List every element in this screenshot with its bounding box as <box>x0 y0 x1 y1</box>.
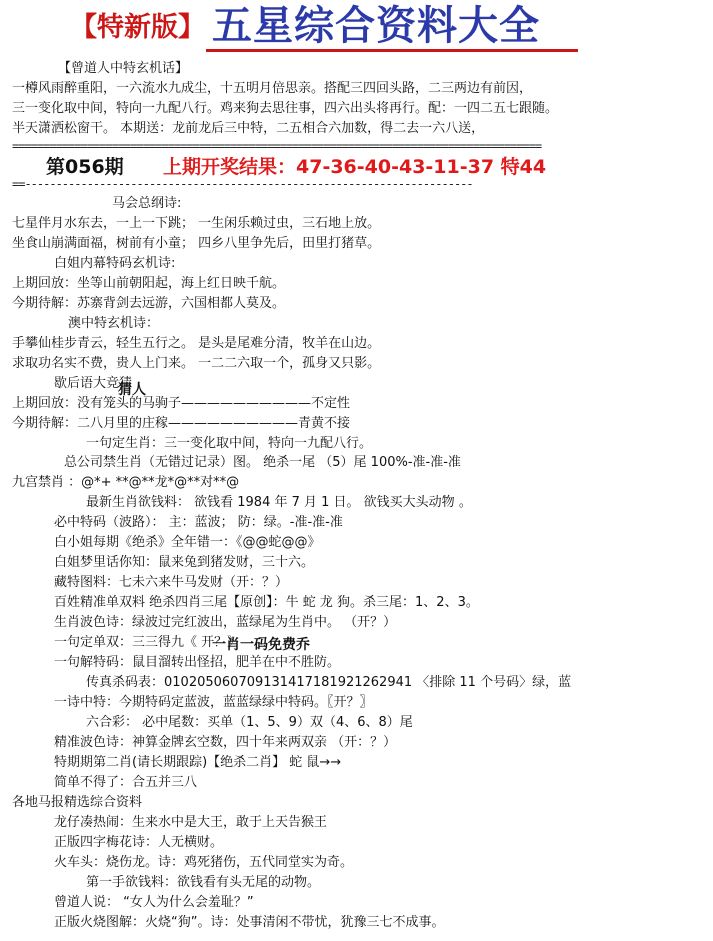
text-line: 白姐梦里话你知：鼠来兔到猪发财，三十六。 <box>54 555 315 570</box>
section-title-xiehouyu: 歇后语大竞猜 <box>54 376 133 391</box>
text-line: 传真杀码表：010205060709131417181921262941 〈排除 11 个号码〉绿，蓝 <box>86 675 572 690</box>
free-code-overlay: 一肖一码免费乔 <box>212 637 310 653</box>
text-line: 简单不得了：合五并三八 <box>54 775 198 790</box>
text-line: 第一手欲钱料：欲钱看有头无尾的动物。 <box>86 875 321 890</box>
page-title: 五星综合资料大全 <box>212 2 540 49</box>
last-draw-result: 上期开奖结果：47-36-40-43-11-37 特44 <box>163 156 547 178</box>
separator-top: ===================================================================================== <box>12 139 542 153</box>
text-line: 精准波色诗：神算金牌玄空数，四十年来两双亲 （开：？） <box>54 735 397 750</box>
text-line: 上期回放：没有笼头的马驹子——————————不定性 <box>12 396 351 411</box>
riddle-overlay: 猜人 <box>118 382 146 398</box>
text-line: 白小姐每期《绝杀》全年错一：《@@蛇@@》 <box>54 535 321 550</box>
text-line: 火车头：烧伤龙。诗：鸡死猪伤，五代同堂实为奇。 <box>54 855 354 870</box>
text-line: 必中特码（波路）： 主：蓝波； 防：绿。-准-准-准 <box>54 515 343 530</box>
text-line: 曾道人说： “女人为什么会羞耻？” <box>54 895 254 910</box>
separator-bottom: ==------------------------------------------------------------------------ <box>12 177 473 191</box>
text-line: 一句定生肖：三一变化取中间，特向一九配八行。 <box>86 436 373 451</box>
text-line: 总公司禁生肖（无错过记录）图。 绝杀一尾 （5）尾 100%-准-准-准 <box>64 455 461 470</box>
section-title-mahui: 马会总纲诗: <box>112 196 182 211</box>
text-line: 生肖波色诗：绿波过完红波出，蓝绿尾为生肖中。 （开？） <box>54 615 397 630</box>
subtitle: 【曾道人中特玄机话】 <box>58 61 189 76</box>
text-line: 正版火烧图解：火烧“狗”。诗：处事清闲不带忧，犹豫三七不成事。 <box>54 915 445 930</box>
edition-label: 【特新版】 <box>70 12 205 43</box>
text-line: 七星伴月水东去，一上一下跳； 一生闲乐赖过虫，三石地上放。 <box>12 216 381 231</box>
text-line: 正版四字梅花诗：人无横财。 <box>54 835 224 850</box>
text-line: 最新生肖欲钱料： 欲钱看 1984 年 7 月 1 日。 欲钱买大头动物 。 <box>86 495 472 510</box>
text-line: 百姓精准单双料 绝杀四肖三尾【原创】：牛 蛇 龙 狗。杀三尾：1、2、3。 <box>54 595 479 610</box>
intro-line-1: 一樽风雨醉重阳，一六流水九成尘，十五明月倍思亲。搭配三四回头路，二三两边有前因， <box>12 81 533 96</box>
issue-number: 第056期 <box>46 156 124 178</box>
section-title-baijie: 白姐内幕特码玄机诗: <box>54 256 176 271</box>
text-line: 今期待解：二八月里的庄稼——————————青黄不接 <box>12 416 351 431</box>
text-line: 九宫禁肖 ：@*+ **@**龙*@**对**@ <box>12 475 240 490</box>
section-title-mabao: 各地马报精选综合资料 <box>12 795 143 810</box>
text-line: 坐食山崩满面福，树前有小童； 四乡八里争先后，田里打猪草。 <box>12 236 381 251</box>
intro-line-2: 三一变化取中间，特向一九配八行。鸡来狗去思往事，四六出头将再行。配：一四二五七跟随。 <box>12 101 559 116</box>
section-title-aozhong: 澳中特玄机诗： <box>68 316 160 331</box>
text-line: 一句定单双：三三得九《 开？》 <box>54 635 241 650</box>
text-line: 六合彩： 必中尾数：买单（1、5、9）双（4、6、8）尾 <box>86 715 413 730</box>
title-underline <box>206 49 578 52</box>
text-line: 一句解特码：鼠目溜转出怪招，肥羊在中不胜防。 <box>54 655 341 670</box>
text-line: 龙仔凑热闹：生来水中是大王，敢于上天告猴王 <box>54 815 328 830</box>
text-line: 手攀仙桂步青云，轻生五行之。 是头是尾难分清，牧羊在山边。 <box>12 336 381 351</box>
text-line: 藏特图料：七未六来牛马发财（开：？） <box>54 575 289 590</box>
intro-line-3: 半天潇洒松窗干。 本期送：龙前龙后三中特，二五相合六加数，得二去一六八送， <box>12 121 485 136</box>
text-line: 求取功名实不费，贵人上门来。 一二二六取一个，孤身又只影。 <box>12 356 381 371</box>
text-line: 特期期第二肖(请长期跟踪)【绝杀二肖】 蛇 鼠→→ <box>54 755 342 770</box>
text-line: 上期回放：坐等山前朝阳起，海上红日映千航。 <box>12 276 286 291</box>
text-line: 今期待解：苏寨背剑去远游，六国相都人莫及。 <box>12 296 286 311</box>
text-line: 一诗中特：今期特码定蓝波，蓝蓝绿绿中特码。〖开？〗 <box>54 695 373 710</box>
